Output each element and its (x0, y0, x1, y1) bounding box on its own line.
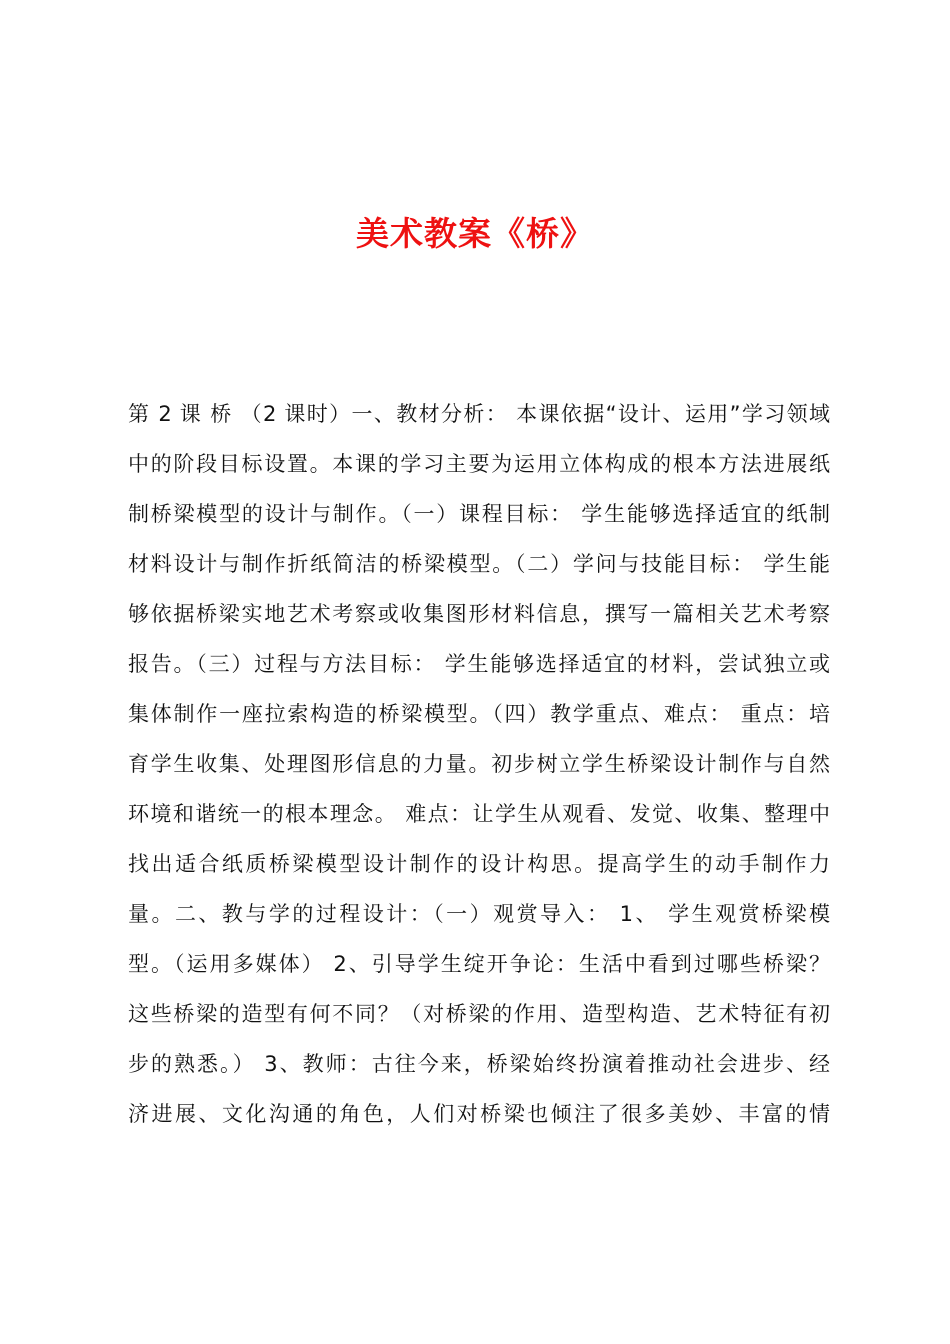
body-line: 步的熟悉。） 3、教师：古往今来，桥梁始终扮演着推动社会进步、经 (128, 1052, 830, 1076)
body-line: 报告。（三）过程与方法目标： 学生能够选择适宜的材料，尝试独立或 (128, 652, 830, 676)
body-line: 中的阶段目标设置。本课的学习主要为运用立体构成的根本方法进展纸 (128, 452, 830, 476)
body-line: 量。二、教与学的过程设计：（一）观赏导入： 1、 学生观赏桥梁模 (128, 902, 830, 926)
document-title: 美术教案《桥》 (356, 214, 594, 253)
body-line: 制桥梁模型的设计与制作。（一）课程目标： 学生能够选择适宜的纸制 (128, 502, 830, 526)
body-line: 够依据桥梁实地艺术考察或收集图形材料信息，撰写一篇相关艺术考察 (128, 602, 830, 626)
body-line: 材料设计与制作折纸简洁的桥梁模型。（二）学问与技能目标： 学生能 (128, 552, 830, 576)
body-line: 这些桥梁的造型有何不同？（对桥梁的作用、造型构造、艺术特征有初 (128, 1002, 830, 1026)
body-line: 济进展、文化沟通的角色，人们对桥梁也倾注了很多美妙、丰富的情 (128, 1102, 830, 1126)
body-line: 集体制作一座拉索构造的桥梁模型。（四）教学重点、难点： 重点：培 (128, 702, 830, 726)
document-body (128, 389, 830, 1139)
body-line: 找出适合纸质桥梁模型设计制作的设计构思。提高学生的动手制作力 (128, 852, 830, 876)
body-line: 环境和谐统一的根本理念。 难点：让学生从观看、发觉、收集、整理中 (128, 802, 830, 826)
body-line: 型。（运用多媒体） 2、引导学生绽开争论：生活中看到过哪些桥梁？ (128, 952, 830, 976)
body-line: 育学生收集、处理图形信息的力量。初步树立学生桥梁设计制作与自然 (128, 752, 830, 776)
body-line: 第 2 课 桥 （2 课时）一、教材分析： 本课依据“设计、运用”学习领域 (128, 402, 830, 426)
